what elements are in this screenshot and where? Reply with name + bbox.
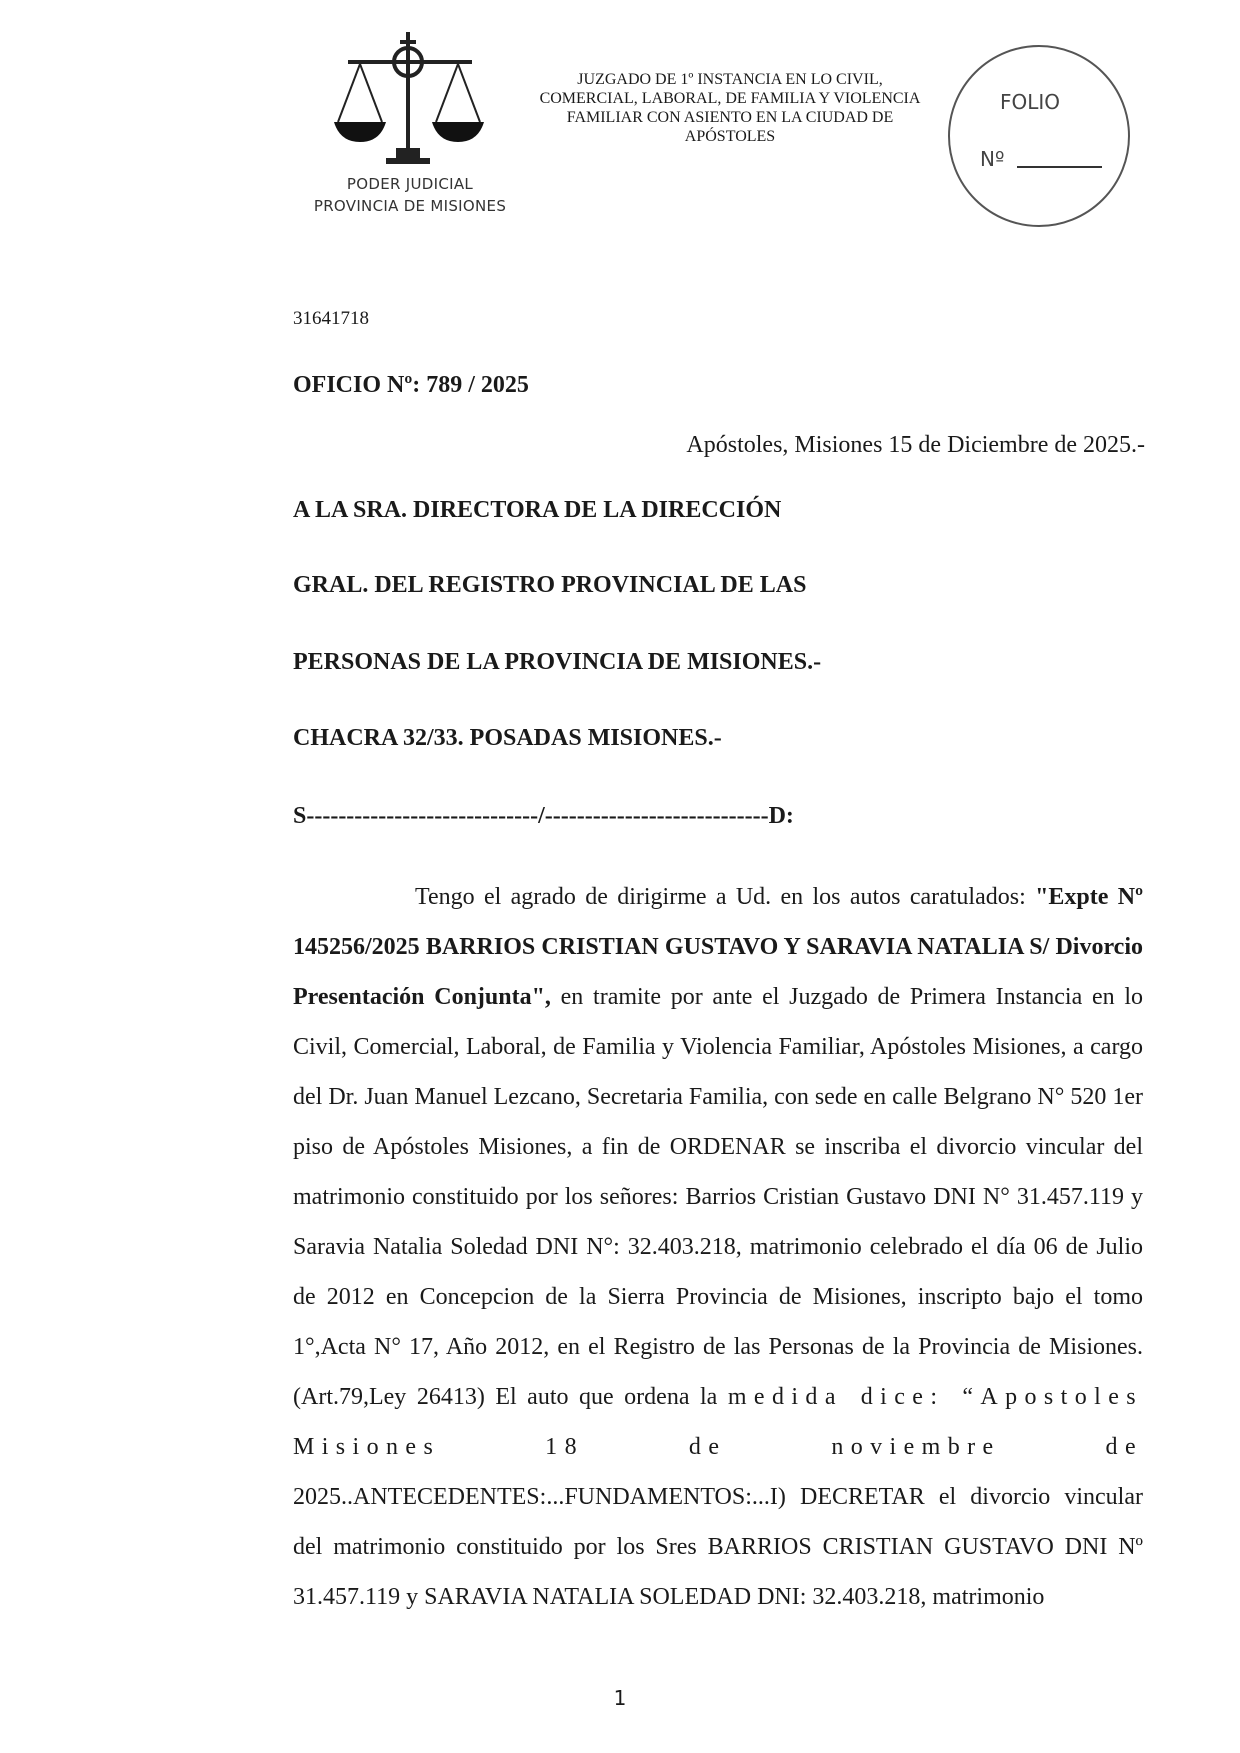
court-name-line: FAMILIAR CON ASIENTO EN LA CIUDAD DE: [566, 109, 894, 126]
body-spaced-text: medida dice: “Apostoles Misiones 18 de noviembre de: [293, 1384, 1143, 1460]
salutation-line: S-----------------------------/----------------------------D:: [293, 803, 794, 829]
logo-org-line-2: PROVINCIA DE MISIONES: [313, 197, 507, 215]
body-intro: Tengo el agrado de dirigirme a Ud. en los autos caratulados:: [415, 884, 1036, 910]
addressee-line: GRAL. DEL REGISTRO PROVINCIAL DE LAS: [293, 572, 807, 598]
folio-number-label: Nº: [980, 147, 1005, 171]
folio-stamp: [948, 45, 1130, 227]
folio-number-blank: [1017, 166, 1102, 168]
court-name-line: APÓSTOLES: [684, 128, 776, 145]
court-name: [520, 70, 940, 146]
logo-org-line-1: PODER JUDICIAL: [346, 175, 474, 193]
page-number: 1: [613, 1686, 627, 1710]
case-title: "Expte Nº 145256/2025 BARRIOS CRISTIAN GUSTAVO Y SARAVIA NATALIA S/ Divorcio Presentación Conjunta",: [293, 884, 1144, 1010]
document-date: Apóstoles, Misiones 15 de Diciembre de 2025.-: [686, 432, 1145, 458]
body-text-1: en tramite por ante el Juzgado de Primera Instancia en lo Civil, Comercial, Laboral, de Familia y Violencia Familiar, Apóstoles Misiones, a cargo del Dr. Juan Manuel Lezcano, Secretaria Familia, con sede en calle Belgrano N° 520 1er piso de Apóstoles Misiones, a fin de ORDENAR se inscriba el divorcio vincular del matrimonio constituido por los señores: Barrios Cristian Gustavo DNI N° 31.457.119 y Saravia Natalia Soledad DNI N°: 32.403.218, matrimonio celebrado el día 06 de Julio de 2012 en Concepcion de la Sierra Provincia de Misiones, inscripto bajo el tomo 1°,Acta N° 17, Año 2012, en el Registro de las Personas de la Provincia de Misiones. (Art.79,Ley 26413) El auto que ordena la: [293, 984, 1143, 1410]
folio-label: FOLIO: [1000, 90, 1061, 114]
addressee-line: CHACRA 32/33. POSADAS MISIONES.-: [293, 725, 722, 751]
oficio-number: OFICIO Nº: 789 / 2025: [293, 372, 529, 398]
addressee-line: A LA SRA. DIRECTORA DE LA DIRECCIÓN: [293, 497, 782, 523]
body-paragraph: [293, 872, 1143, 1622]
document-number: 31641718: [293, 308, 369, 329]
judicial-logo: [305, 30, 525, 220]
body-text-2: 2025..ANTECEDENTES:...FUNDAMENTOS:...I) DECRETAR el divorcio vincular del matrimonio constituido por los Sres BARRIOS CRISTIAN GUSTAVO DNI Nº 31.457.119 y SARAVIA NATALIA SOLEDAD DNI: 32.403.218, matrimonio: [293, 1484, 1143, 1610]
addressee-line: PERSONAS DE LA PROVINCIA DE MISIONES.-: [293, 649, 822, 675]
court-name-line: COMERCIAL, LABORAL, DE FAMILIA Y VIOLENCIA: [539, 90, 921, 107]
court-name-line: JUZGADO DE 1º INSTANCIA EN LO CIVIL,: [577, 71, 883, 88]
scales-of-justice-icon: [330, 30, 490, 175]
